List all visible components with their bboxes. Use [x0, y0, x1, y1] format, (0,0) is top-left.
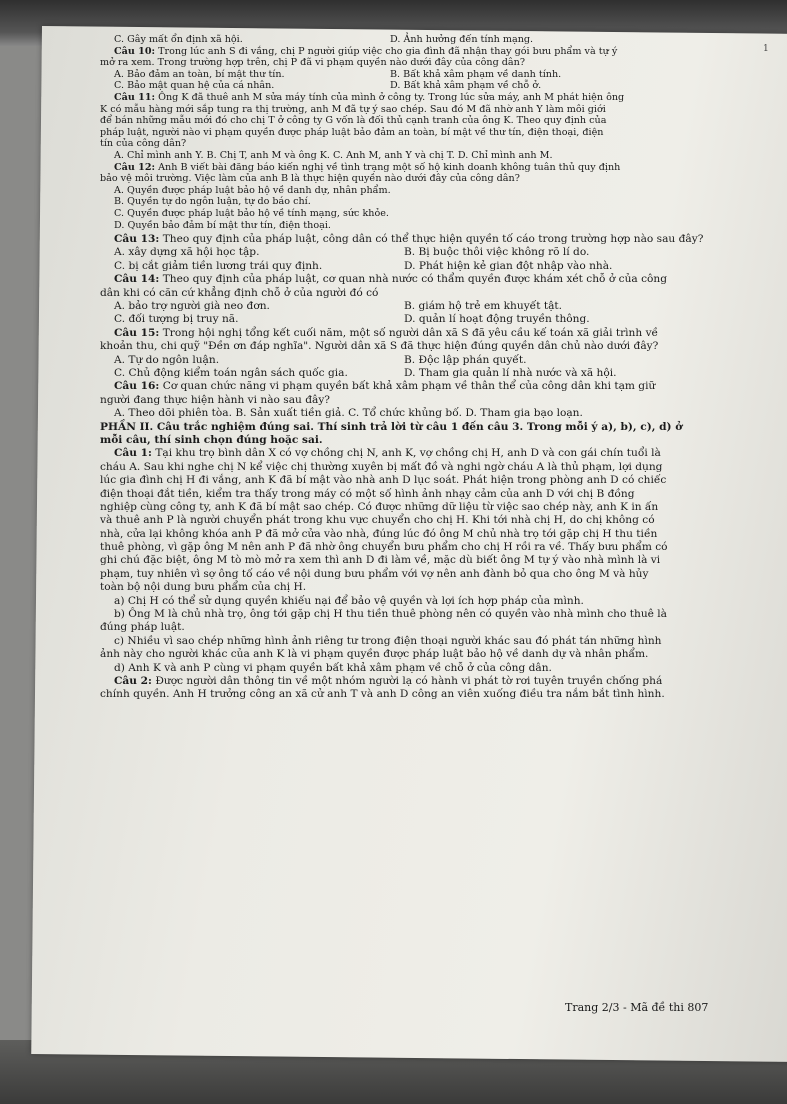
- text-line: c) Nhiều vì sao chép những hình ảnh riêng tư trong điện thoại người khác sau đó phát tán những hình: [114, 634, 662, 647]
- text-line: toàn bộ nội dung bưu phẩm của chị H.: [100, 581, 307, 594]
- page-number: 1: [763, 44, 769, 54]
- text-line: B. Quyền tự do ngôn luận, tự do báo chí.: [114, 196, 311, 208]
- question-label: Câu 2:: [114, 674, 152, 687]
- option-b: D. Bất khả xâm phạm về chỗ ở.: [390, 80, 542, 92]
- option-b: D. Phát hiện kẻ gian đột nhập vào nhà.: [404, 259, 613, 272]
- question-label: Câu 11:: [114, 91, 156, 103]
- question-label: Câu 13:: [114, 233, 160, 246]
- text-line: đúng pháp luật.: [100, 621, 185, 634]
- option-a: A. Tự do ngôn luận.: [114, 353, 220, 366]
- question-text: Ông K đã thuê anh M sửa máy tính của mình ở công ty. Trong lúc sửa máy, anh M phát hiện ông: [155, 91, 625, 103]
- text-line: mở ra xem. Trong trường hợp trên, chị P đã vi phạm quyền nào dưới đây của công dân?: [100, 57, 525, 69]
- question-line: [100, 447, 750, 460]
- option-a: A. Bảo đảm an toàn, bí mật thư tín.: [114, 68, 285, 80]
- text-line: để bán những mẫu mới đó cho chị T ở công ty G vốn là đối thủ cạnh tranh của ông K. Theo quy định của: [100, 115, 607, 127]
- option-b: B. Bất khả xâm phạm về danh tính.: [390, 68, 562, 80]
- option-row: [100, 313, 750, 326]
- text-line: A. Quyền được pháp luật bảo hộ về danh dự, nhân phẩm.: [114, 184, 391, 196]
- text-line: ghi chú đặc biệt, ông M tò mò mở ra xem thì anh D đi làm về, mặc dù biết ông M tự ý vào nhà mình là vi: [100, 554, 661, 567]
- text-line: D. Quyền bảo đảm bí mật thư tín, điện thoại.: [114, 219, 331, 231]
- option-row: [100, 260, 750, 273]
- text-line: K có mẫu hàng mới sắp tung ra thị trường, anh M đã tự ý sao chép. Sau đó M đã nhờ anh Y làm môi giới: [100, 103, 606, 115]
- text-line: a) Chị H có thể sử dụng quyền khiếu nại để bảo vệ quyền và lợi ích hợp pháp của mình.: [114, 594, 584, 607]
- question-line: [100, 46, 750, 58]
- question-line: [100, 273, 750, 286]
- questions-10-12: [100, 34, 750, 231]
- text-line: C. Quyền được pháp luật bảo hộ về tính mạng, sức khỏe.: [114, 207, 389, 219]
- section-heading: PHẦN II. Câu trắc nghiệm đúng sai. Thí sinh trả lời từ câu 1 đến câu 3. Trong mỗi ý a), b), c), d) ở: [100, 420, 683, 433]
- text-line: chính quyền. Anh H trưởng công an xã cử anh T và anh D công an viên xuống điều tra nắm bắt tình hình.: [100, 688, 665, 701]
- option-row: [100, 246, 750, 259]
- question-label: Câu 10:: [114, 45, 156, 57]
- option-a: C. Bảo mật quan hệ của cá nhân.: [114, 80, 275, 92]
- question-line: [100, 162, 750, 174]
- option-b: B. Bị buộc thôi việc không rõ lí do.: [404, 246, 590, 259]
- question-label: Câu 12:: [114, 161, 156, 173]
- question-line: [100, 92, 750, 104]
- option-row: [100, 300, 750, 313]
- text-line: dân khi có căn cứ khẳng định chỗ ở của người đó có: [100, 286, 379, 299]
- question-line: [100, 675, 750, 688]
- question-text: Cơ quan chức năng vi phạm quyền bất khả xâm phạm về thân thể của công dân khi tạm giữ: [159, 380, 656, 393]
- question-label: Câu 15:: [114, 326, 160, 339]
- text-line: bảo vệ môi trường. Việc làm của anh B là thực hiện quyền nào dưới đây của công dân?: [100, 173, 520, 185]
- option-a: C. bị cắt giảm tiền lương trái quy định.: [114, 259, 323, 272]
- text-line: phạm, tuy nhiên vì sợ ông tố cáo về nội dung bưu phẩm với vợ nên anh đành bỏ qua cho ông M và hủy: [100, 567, 649, 580]
- section-heading: mỗi câu, thí sinh chọn đúng hoặc sai.: [100, 433, 323, 446]
- question-line: [100, 380, 750, 393]
- text-line: khoản thu, chi quỹ "Đền ơn đáp nghĩa". Người dân xã S đã thực hiện đúng quyền dân chủ nào dưới đây?: [100, 340, 659, 353]
- text-line: tín của công dân?: [100, 138, 187, 150]
- text-line: pháp luật, người nào vi phạm quyền được pháp luật bảo đảm an toàn, bí mật về thư tín, điện thoại, điện: [100, 126, 604, 138]
- text-line: nhà, cửa lại không khóa anh P đã mở cửa vào nhà, đúng lúc đó ông M chủ nhà trọ tới gặp chị H thu tiền: [100, 527, 658, 540]
- questions-13-and-part-2: [100, 233, 750, 702]
- question-text: Được người dân thông tin về một nhóm người lạ có hành vi phát tờ rơi tuyên truyền chống phá: [151, 674, 663, 687]
- text-line: A. Chỉ mình anh Y. B. Chị T, anh M và ông K. C. Anh M, anh Y và chị T. D. Chỉ mình anh M.: [114, 149, 553, 161]
- text-line: thuê phòng, vì gặp ông M nên anh P đã nhờ ông chuyển bưu phẩm cho chị H rồi ra về. Thấy bưu phẩm có: [100, 541, 668, 554]
- option-b: B. Độc lập phán quyết.: [404, 353, 527, 366]
- text-line: và thuê anh P là người chuyển phát trong khu vực chuyển cho chị H. Khi tới nhà chị H, do chị không có: [100, 514, 655, 527]
- option-row: [100, 354, 750, 367]
- question-label: Câu 1:: [114, 447, 152, 460]
- question-text: Anh B viết bài đăng báo kiến nghị về tình trạng một số hộ kinh doanh không tuân thủ quy định: [155, 161, 621, 173]
- text-line: người đang thực hiện hành vi nào sau đây?: [100, 393, 330, 406]
- option-a: C. Chủ động kiểm toán ngân sách quốc gia.: [114, 367, 348, 379]
- text-line: điện thoại đắt tiền, kiểm tra thấy trong máy có một số hình ảnh nhạy cảm của anh D với chị B đồng: [100, 487, 635, 500]
- page-footer: Trang 2/3 - Mã đề thi 807: [565, 1001, 709, 1014]
- text-line: b) Ông M là chủ nhà trọ, ông tới gặp chị H thu tiền thuê phòng nên có quyền vào nhà mình cho thuê là: [114, 608, 667, 621]
- option-b: D. Ảnh hưởng đến tính mạng.: [390, 34, 534, 45]
- option-row: [100, 80, 750, 92]
- question-text: Trong lúc anh S đi vắng, chị P người giúp việc cho gia đình đã nhận thay gói bưu phẩm và tự ý: [155, 45, 618, 57]
- question-line: [100, 233, 750, 246]
- text-line: A. Theo dõi phiên tòa. B. Sản xuất tiền giả. C. Tổ chức khủng bố. D. Tham gia bạo loạn.: [114, 407, 583, 420]
- option-a: A. bảo trợ người già neo đơn.: [114, 300, 270, 313]
- question-text: Theo quy định của pháp luật, công dân có thể thực hiện quyền tố cáo trong trường hợp nào sau đây?: [159, 233, 704, 246]
- option-b: D. Tham gia quản lí nhà nước và xã hội.: [404, 367, 617, 379]
- option-row: [100, 69, 750, 81]
- question-label: Câu 16:: [114, 380, 160, 393]
- text-line: cháu A. Sau khi nghe chị N kể việc chị thường xuyên bị mất đồ và nghi ngờ cháu A là thủ phạm, lợi dụng: [100, 460, 663, 473]
- option-a: C. đối tượng bị truy nã.: [114, 313, 239, 326]
- option-a: A. xây dựng xã hội học tập.: [114, 246, 260, 259]
- option-b: D. quản lí hoạt động truyền thông.: [404, 313, 590, 326]
- option-b: B. giám hộ trẻ em khuyết tật.: [404, 300, 563, 313]
- text-line: lúc gia đình chị H đi vắng, anh K đã bí mật vào nhà anh D lục soát. Phát hiện trong phòng anh D có chiếc: [100, 474, 667, 487]
- question-text: Tại khu trọ bình dân X có vợ chồng chị N, anh K, vợ chồng chị H, anh D và con gái chín tuổi là: [151, 447, 661, 460]
- text-line: ảnh này cho người khác của anh K là vi phạm quyền được pháp luật bảo hộ về danh dự và nhân phẩm.: [100, 648, 649, 661]
- option-row: [100, 34, 750, 46]
- text-line: d) Anh K và anh P cùng vi phạm quyền bất khả xâm phạm về chỗ ở của công dân.: [114, 661, 552, 674]
- question-line: [100, 327, 750, 340]
- text-line: nghiệp cùng công ty, anh K đã bí mật sao chép. Có được những dữ liệu từ việc sao chép này, anh K in ấn: [100, 500, 659, 513]
- question-text: Theo quy định của pháp luật, cơ quan nhà nước có thẩm quyền được khám xét chỗ ở của công: [159, 273, 668, 286]
- option-row: [100, 367, 750, 380]
- option-a: C. Gây mất ổn định xã hội.: [114, 34, 243, 45]
- question-text: Trong hội nghị tổng kết cuối năm, một số người dân xã S đã yêu cầu kế toán xã giải trình về: [159, 326, 659, 339]
- question-label: Câu 14:: [114, 273, 160, 286]
- exam-content: [100, 34, 750, 702]
